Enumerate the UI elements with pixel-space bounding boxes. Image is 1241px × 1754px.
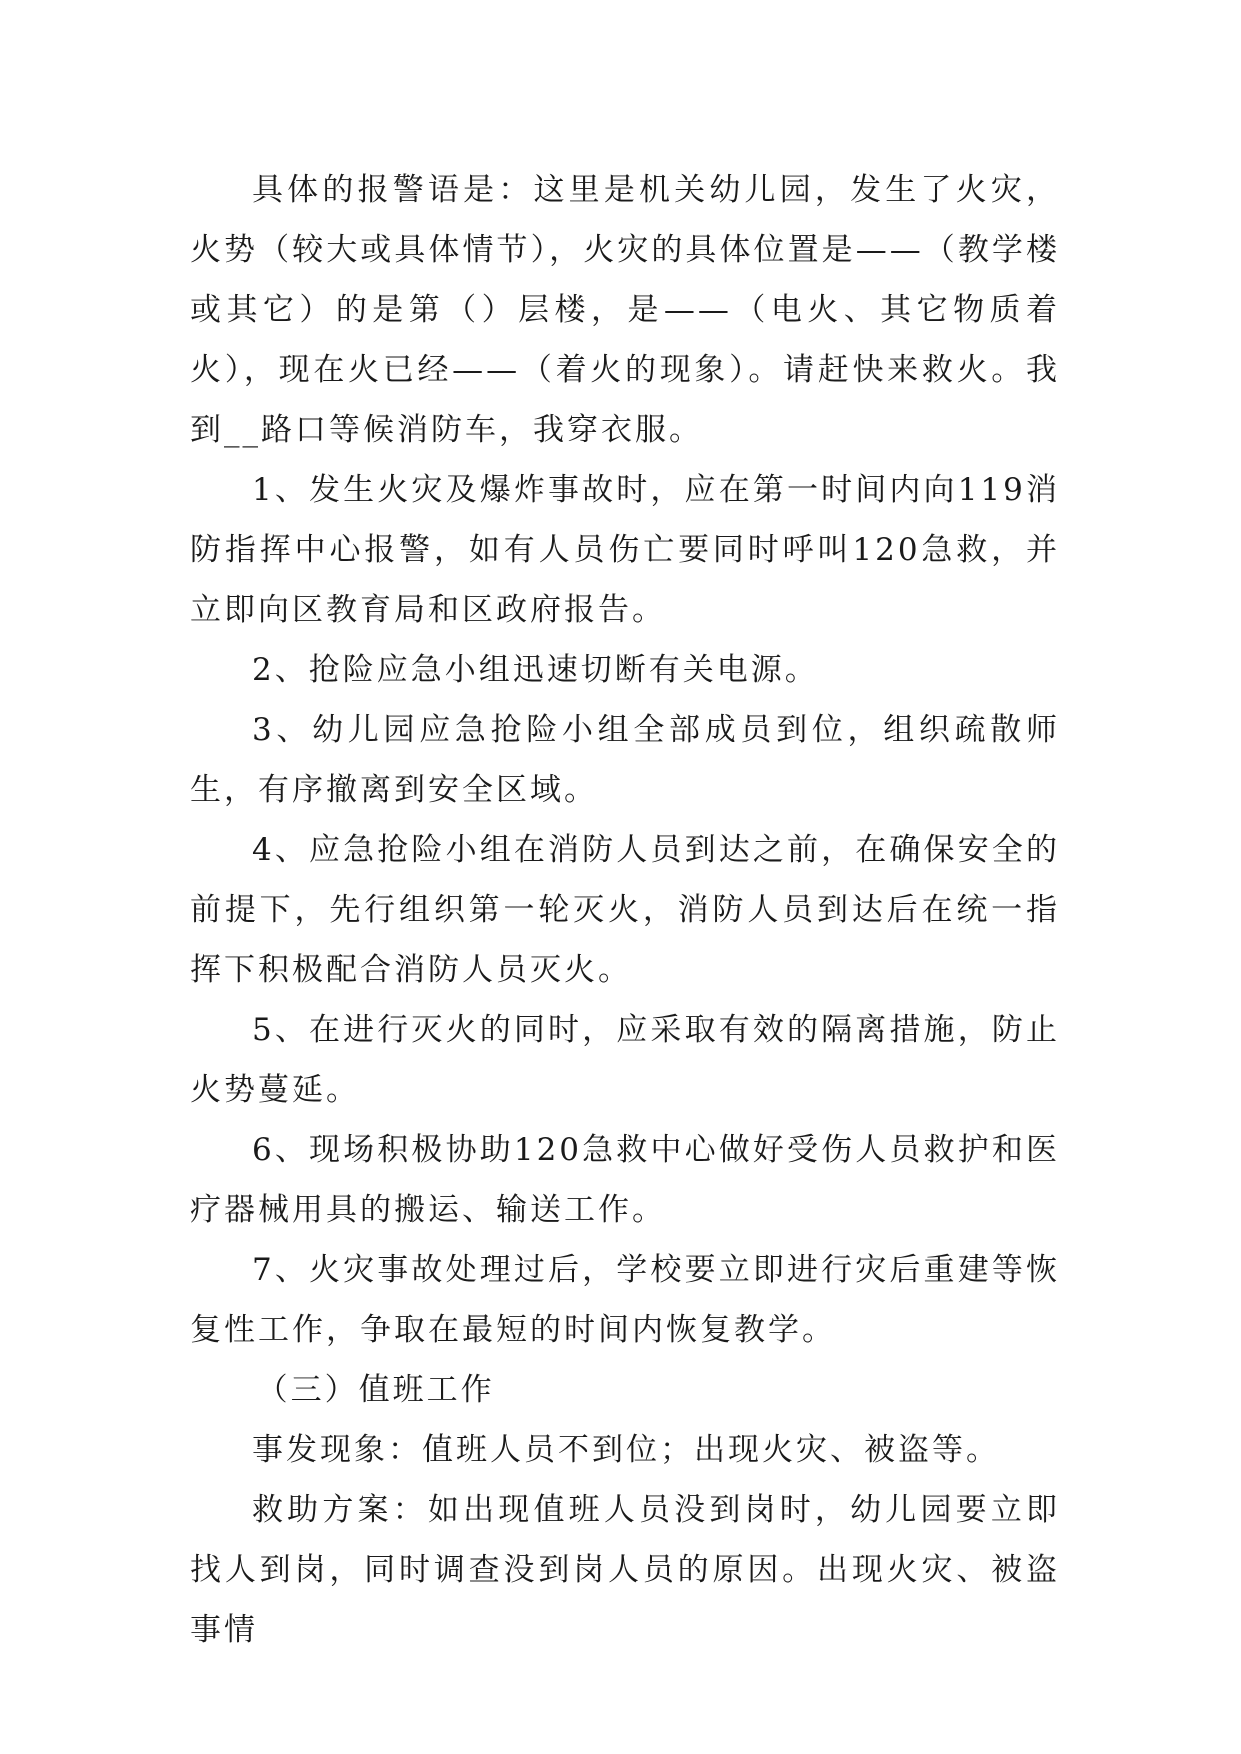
section-heading-duty: （三）值班工作 bbox=[256, 1372, 495, 1408]
paragraph-item-7: 7、火灾事故处理过后，学校要立即进行灾后重建等恢复性工作，争取在最短的时间内恢复教学。 bbox=[190, 1252, 1060, 1348]
paragraph-rescue-plan: 救助方案：如出现值班人员没到岗时，幼儿园要立即找人到岗，同时调查没到岗人员的原因。出现火灾、被盗事情 bbox=[190, 1492, 1060, 1648]
paragraph-item-6: 6、现场积极协助120急救中心做好受伤人员救护和医疗器械用具的搬运、输送工作。 bbox=[190, 1132, 1060, 1228]
paragraph-incident: 事发现象：值班人员不到位；出现火灾、被盗等。 bbox=[252, 1432, 1000, 1468]
paragraph-item-2: 2、抢险应急小组迅速切断有关电源。 bbox=[252, 652, 819, 688]
paragraph-item-3: 3、幼儿园应急抢险小组全部成员到位，组织疏散师生，有序撤离到安全区域。 bbox=[190, 712, 1060, 808]
paragraph-item-5: 5、在进行灭火的同时，应采取有效的隔离措施，防止火势蔓延。 bbox=[190, 1012, 1060, 1108]
paragraph-item-4: 4、应急抢险小组在消防人员到达之前，在确保安全的前提下，先行组织第一轮灭火，消防人员到达后在统一指挥下积极配合消防人员灭火。 bbox=[190, 832, 1060, 988]
document-body bbox=[190, 160, 1060, 1660]
paragraph-alarm-script: 具体的报警语是：这里是机关幼儿园，发生了火灾，火势（较大或具体情节），火灾的具体位置是——（教学楼或其它）的是第（）层楼，是——（电火、其它物质着火），现在火已经——（着火的现象）。请赶快来救火。我到__路口等候消防车，我穿衣服。 bbox=[190, 172, 1060, 448]
paragraph-item-1: 1、发生火灾及爆炸事故时，应在第一时间内向119消防指挥中心报警，如有人员伤亡要同时呼叫120急救，并立即向区教育局和区政府报告。 bbox=[190, 472, 1060, 628]
